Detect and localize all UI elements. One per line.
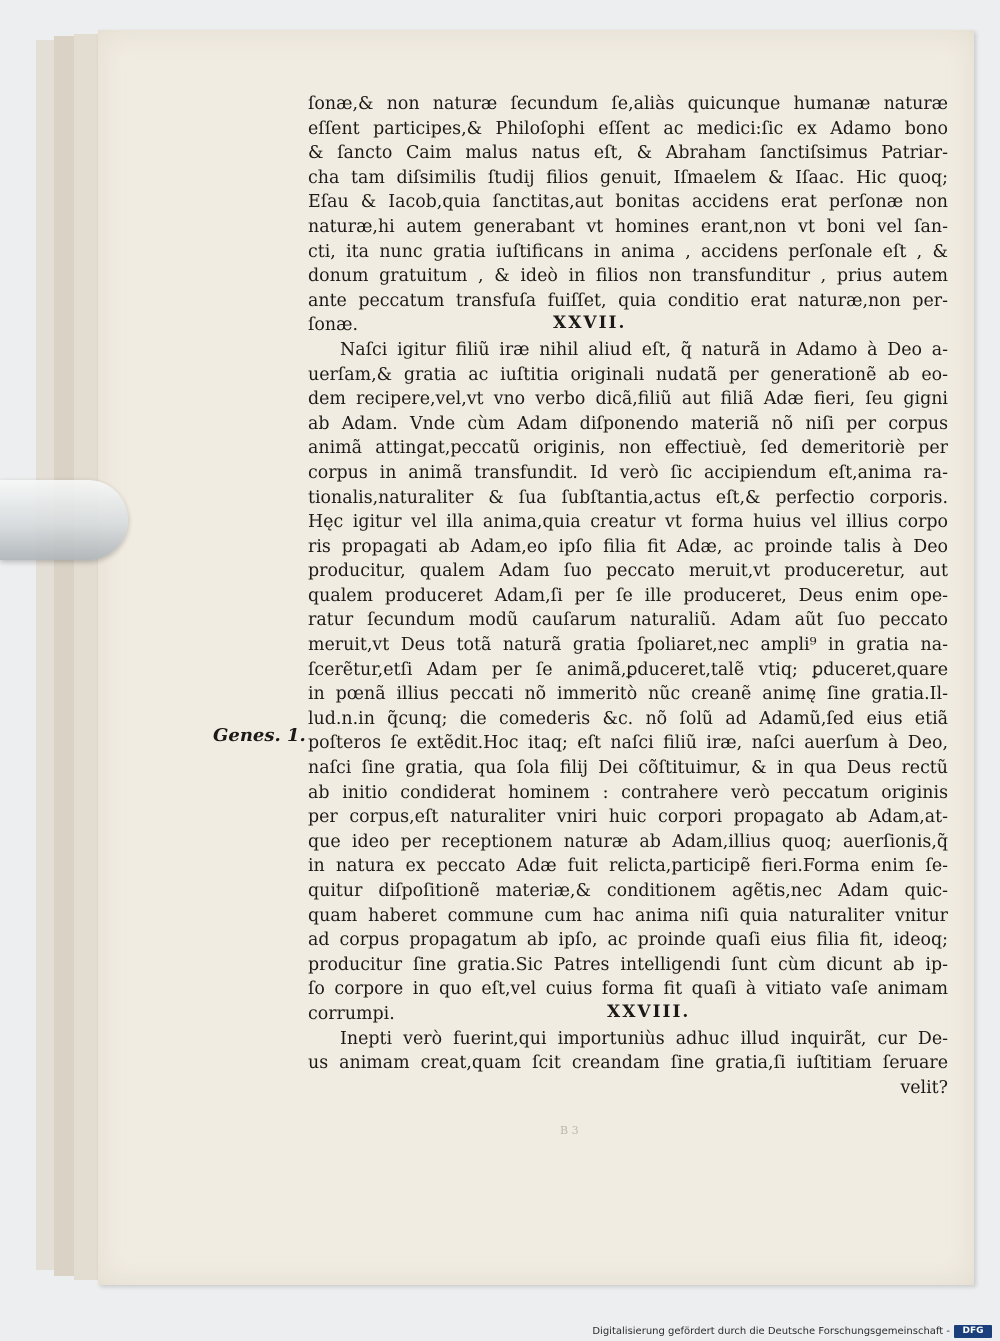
text-line: donum gratuitum , & ideò in filios non transfunditur , prius autem [308, 266, 948, 287]
text-line: ſo corpore in quo eſt,vel cuius forma fit quaſi à vitiato vaſe animam [308, 979, 948, 1000]
section-number-28: XXVIII. [607, 1002, 691, 1023]
text-line: tionalis,naturaliter & ſua ſubſtantia,actus eſt,& perfectio corporis. [308, 487, 948, 508]
text-line: animã attingat,peccatũ originis, non effectiuè, ſed demeritoriè per [308, 438, 948, 459]
text-line: producitur, qualem Adam ſuo peccato meruit,vt produceretur, aut [308, 561, 948, 582]
text-line: Hęc igitur vel illa anima,quia creatur vt forma huius vel illius corpo [308, 512, 948, 533]
section-number-27: XXVII. [553, 313, 627, 334]
text-line: Naſci igitur filiũ iræ nihil aliud eſt, q̃ naturã in Adamo à Deo a- [340, 339, 948, 360]
text-line: ad corpus propagatum ab ipſo, ac proinde quaſi eius filia fit, ideoq; [308, 930, 948, 951]
text-line: us animam creat,quam ſcit creandam ſine gratia,ſi iuſtitiam ſeruare [308, 1053, 948, 1074]
text-line: quam haberet commune cum hac anima niſi quia naturaliter vnitur [308, 905, 948, 926]
text-line: naturæ,hi autem generabant vt homines erant,non vt boni vel ſan- [308, 216, 948, 237]
text-line: corrumpi. [308, 1003, 395, 1024]
marginal-note: Genes. 1. [213, 725, 306, 746]
text-line: corpus in animã transfundit. Id verò ſic accipiendum eſt,anima ra- [308, 462, 948, 483]
dfg-logo: DFG [954, 1325, 992, 1338]
text-line: cti, ita nunc gratia iuſtificans in anima , accidens perſonale eſt , & [308, 241, 948, 262]
text-line: Eſau & Iacob,quia ſanctitas,aut bonitas accidens erat perſonæ non [308, 192, 948, 213]
page-edge [36, 40, 55, 1270]
text-line: velit? [900, 1077, 948, 1098]
text-line: ſonæ,& non naturæ ſecundum ſe,aliàs quicunque humanæ naturæ [308, 94, 948, 114]
text-line: ratur ſecundum modũ cauſarum naturaliũ. Adam aũt ſuo peccato [308, 610, 948, 631]
page-edge [54, 36, 75, 1276]
text-line: ab initio condiderat hominem : contrahere verò peccatum originis [308, 782, 948, 803]
digitization-credit: Digitalisierung gefördert durch die Deutsche Forschungsgemeinschaft - [592, 1326, 950, 1337]
text-line: & ſancto Caim malus natus eſt, & Abraham ſanctiſsimus Patriar- [308, 143, 948, 164]
text-line: qualem produceret Adam,ſi per ſe ille produceret, Deus enim ope- [308, 585, 948, 606]
text-line: naſci ſine gratia, qua ſola filij Dei cõſtituimur, & in qua Deus rectũ [308, 758, 948, 779]
text-line: dem recipere,vel,vt vno verbo dicã,filiũ aut filiã Adæ fieri, ſeu gigni [308, 389, 948, 410]
text-line: producitur ſine gratia.Sic Patres intelligendi ſunt cùm dicunt ab ip- [308, 954, 948, 975]
text-line: in pœnã illius peccati nõ immeritò nũc creanẽ animę ſine gratia.Il- [308, 684, 948, 705]
text-line: per corpus,eſt naturaliter vniri huic corpori propagato ab Adam,at- [308, 807, 948, 828]
text-line: ſonæ. [308, 315, 358, 336]
text-line: eſſent participes,& Philoſophi eſſent ac medici:ſic ex Adamo bono [308, 118, 948, 139]
text-line: in natura ex peccato Adæ fuit relicta,participẽ fieri.Forma enim ſe- [308, 856, 948, 877]
text-line: quitur diſpoſitionẽ materiæ,& conditionem agẽtis,nec Adam quic- [308, 881, 948, 901]
text-line: cha tam diſsimilis ſtudij filios genuit, Iſmaelem & Iſaac. Hic quoq; [308, 167, 948, 188]
text-line: poſteros ſe extẽdit.Hoc itaq; eſt naſci filiũ iræ, naſci auerſum à Deo, [308, 733, 948, 754]
text-line: ab Adam. Vnde cùm Adam diſponendo materiã nõ niſi per corpus [308, 413, 948, 434]
text-line: ante peccatum transfuſa fuiſſet, quia conditio erat naturæ,non per- [308, 290, 948, 311]
text-line: meruit,vt Deus totã naturã gratia ſpoliaret,nec ampli⁹ in gratia na- [308, 635, 948, 656]
text-line: ſcerẽtur,etſi Adam per ſe animã,ꝑduceret,talẽ vtiq; ꝑduceret,quare [308, 659, 948, 680]
text-line: que ideo per receptionem naturæ ab Adam,illius quoq; auerſionis,q̃ [308, 831, 948, 852]
text-line: Inepti verò fuerint,qui importuniùs adhuc illud inquirãt, cur De- [340, 1028, 948, 1049]
show-through-text [186, 178, 294, 258]
page-clip [0, 480, 128, 560]
text-line: lud.n.in q̃cunq; die comederis &c. nõ ſolũ ad Adamũ,ſed eius etiã [308, 708, 948, 729]
page-edge [74, 34, 101, 1280]
text-line: ris propagati ab Adam,eo ipſo filia fit Adæ, ac proinde talis à Deo [308, 536, 948, 557]
text-line: uerſam,& gratia ac iuſtitia originali nudatã per generationẽ ab eo- [308, 364, 948, 385]
show-through-text [186, 362, 294, 442]
body-text [308, 92, 948, 1100]
signature-mark: B 3 [560, 1124, 579, 1137]
